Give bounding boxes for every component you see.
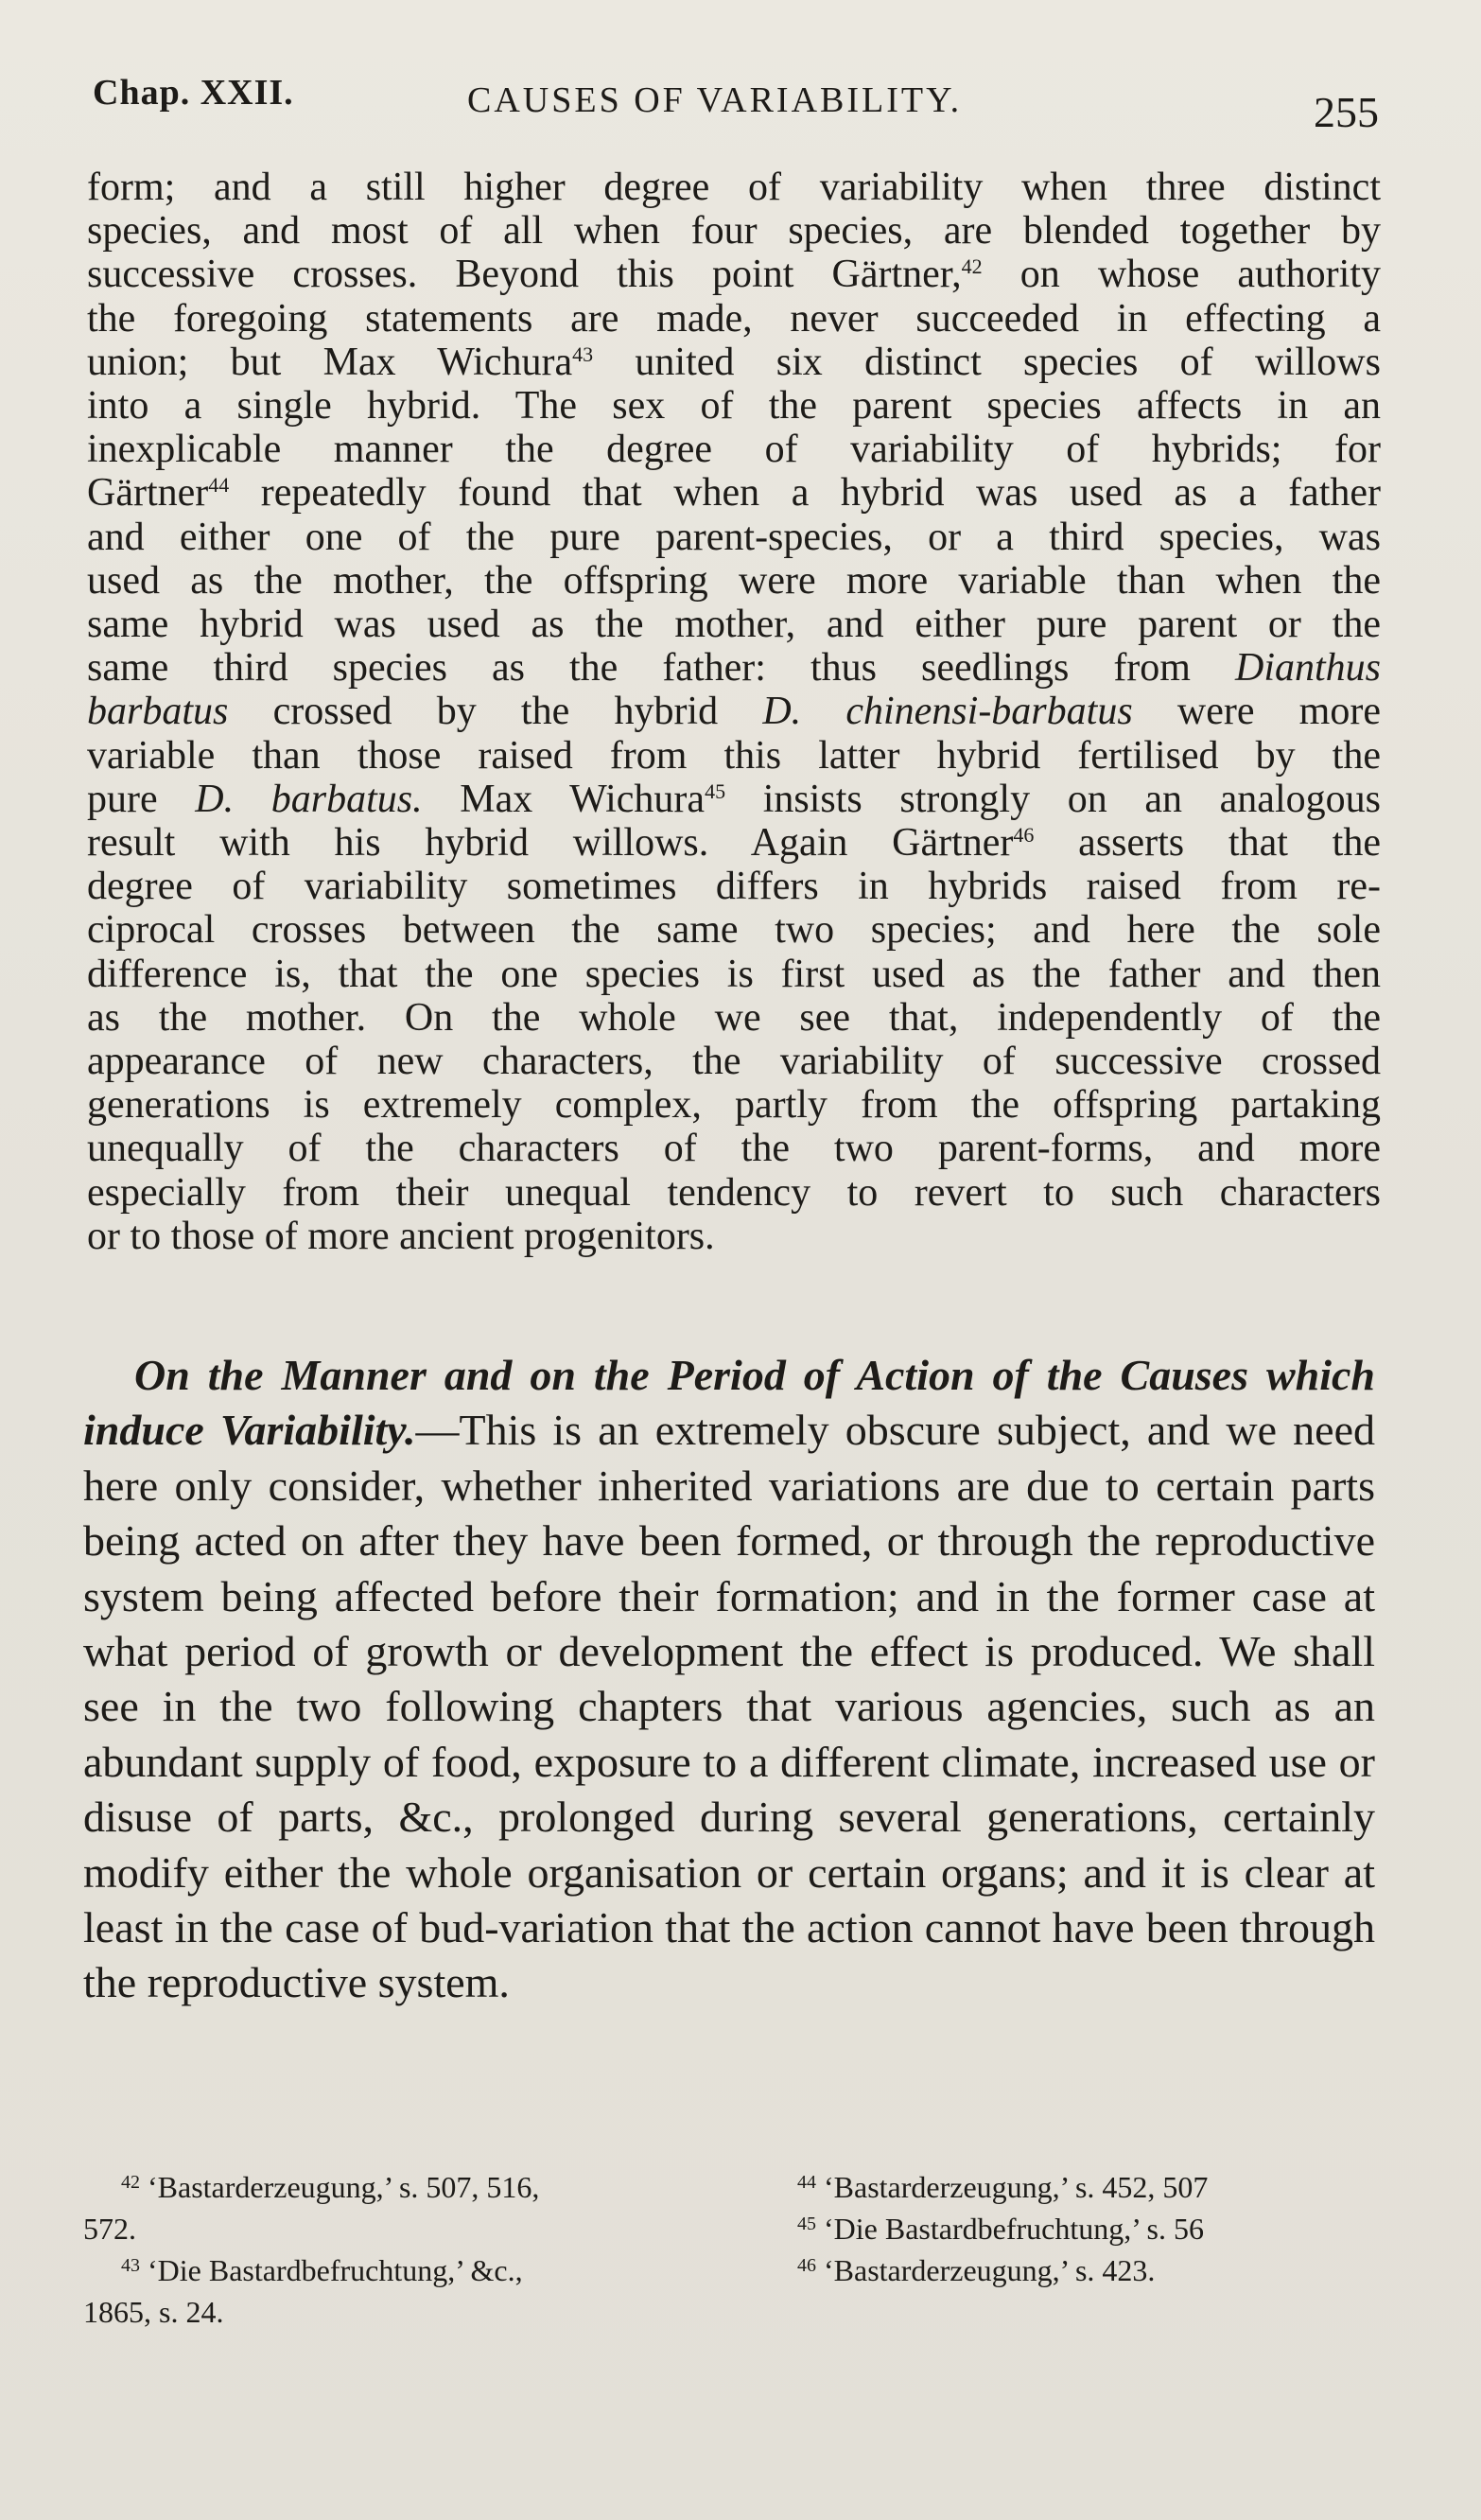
section-heading: On the Manner and on the Period of Action of the Causes which induce Variability. [83, 1351, 1375, 1455]
footnote-ref: 43 [572, 341, 594, 366]
text-line: unequally of the characters of the two parent-forms, and more [87, 1127, 1381, 1171]
paragraph-period-of-action [83, 1348, 1375, 2011]
text-line: used as the mother, the offspring were more variable than when the [87, 558, 1381, 603]
text-line: or to those of more ancient progenitors. [87, 1214, 715, 1258]
text-line: and either one of the pure parent-species, or a third species, was [87, 515, 1381, 559]
text-line: generations is extremely complex, partly from the offspring partaking [87, 1083, 1381, 1128]
species-name: D. barbatus. [195, 777, 423, 821]
page-number: 255 [1314, 88, 1379, 136]
species-name: barbatus [87, 690, 229, 734]
footnotes-left-column [83, 2166, 726, 2333]
text-line: as the mother. On the whole we see that, independently of the [87, 995, 1381, 1040]
text-line: difference is, that the one species is first used as the father and then [87, 952, 1381, 996]
running-header [93, 68, 1379, 144]
footnote-42-continuation: 572. [83, 2212, 136, 2246]
paragraph-hybrid-variability [87, 166, 1381, 1258]
chapter-label: Chap. XXII. [93, 73, 294, 113]
footnote-ref: 45 [705, 779, 726, 803]
text-line: barbatus crossed by the hybrid D. chinensi-barbatus were more [87, 690, 1381, 734]
text-line: inexplicable manner the degree of variability of hybrids; for [87, 428, 1381, 472]
text-line: result with his hybrid willows. Again Gärtner$^{46}$ asserts that the [87, 821, 1381, 866]
footnote-43-continuation: 1865, s. 24. [83, 2295, 224, 2329]
text-line: successive crosses. Beyond this point Gärtner,$^{42}$ on whose authority [87, 253, 1382, 297]
section-paragraph [83, 1348, 1375, 2011]
footnote-ref: 46 [1013, 823, 1035, 848]
text-line: ciprocal crosses between the same two species; and here the sole [87, 908, 1381, 953]
footnote-45: $^{45}$ ‘Die Bastardbefruchtung,’ s. 56 [797, 2212, 1204, 2246]
text-line: appearance of new characters, the variability of successive crossed [87, 1040, 1381, 1084]
running-title: CAUSES OF VARIABILITY. [467, 80, 963, 120]
footnote-ref: 44 [208, 473, 230, 498]
footnote-44: $^{44}$ ‘Bastarderzeugung,’ s. 452, 507 [797, 2170, 1209, 2204]
footnote-46: $^{46}$ ‘Bastarderzeugung,’ s. 423. [797, 2253, 1156, 2287]
text-line: degree of variability sometimes differs in hybrids raised from re- [87, 865, 1381, 909]
text-line: the foregoing statements are made, never succeeded in effecting a [87, 296, 1381, 341]
text-line: Gärtner$^{44}$ repeatedly found that when a hybrid was used as a father [87, 471, 1381, 516]
text-line: form; and a still higher degree of variability when three distinct [87, 166, 1381, 209]
footnote-42: $^{42}$ ‘Bastarderzeugung,’ s. 507, 516, [121, 2170, 540, 2204]
text-line: especially from their unequal tendency to revert to such characters [87, 1170, 1381, 1215]
species-name: D. chinensi-barbatus [762, 690, 1133, 734]
text-line: pure D. barbatus. Max Wichura$^{45}$ insists strongly on an analogous [87, 777, 1381, 821]
text-line: variable than those raised from this latter hybrid fertilised by the [87, 733, 1381, 778]
footnotes-right-column [797, 2166, 1384, 2291]
species-name: Dianthus [1234, 646, 1381, 691]
text-line: same third species as the father: thus seedlings from Dianthus [87, 646, 1381, 691]
text-line: same hybrid was used as the mother, and either pure parent or the [87, 603, 1381, 647]
footnote-ref: 42 [961, 254, 983, 279]
text-line: species, and most of all when four species, are blended together by [87, 209, 1381, 254]
text-line: into a single hybrid. The sex of the parent species affects in an [87, 384, 1381, 429]
text-line: union; but Max Wichura$^{43}$ united six distinct species of willows [87, 340, 1381, 384]
section-text: —This is an extremely obscure subject, and we need here only consider, whether inherited variations are due to certain parts being acted on after they have been formed, or through the reproductive system being affected before their formation; and in the former case at what period of growth or development the effect is produced. We shall see in the two following chapters that various agencies, such as an abundant supply of food, exposure to a different climate, increased use or disuse of parts, &c., prolonged during several generations, certainly modify either the whole organisation or certain organs; and it is clear at least in the case of bud-variation that the action cannot have been through the reproductive system. [83, 1406, 1375, 2007]
footnote-43: $^{43}$ ‘Die Bastardbefruchtung,’ &c., [121, 2253, 523, 2287]
